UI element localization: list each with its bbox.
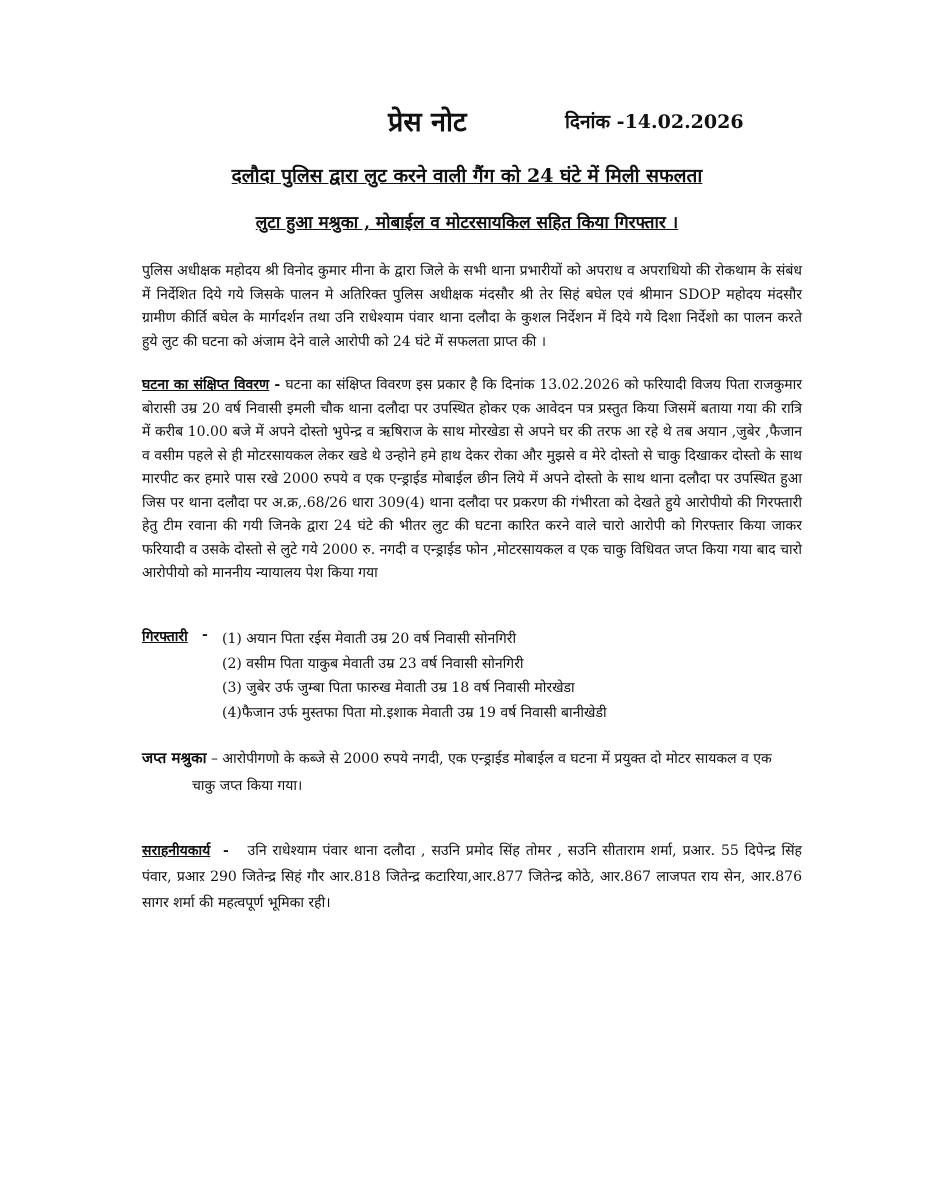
arrests-list	[222, 627, 607, 725]
document-date: दिनांक -14.02.2026	[565, 111, 744, 133]
arrests-dash: -	[202, 627, 208, 643]
incident-separator: -	[269, 377, 286, 393]
headline: दलौदा पुलिस द्वारा लुट करने वाली गैंग को 24 घंटे में मिली सफलता	[231, 165, 703, 187]
arrest-item: (4)फैजान उर्फ मुस्तफा पिता मो.इशाक मेवाती उम्र 19 वर्ष निवासी बानीखेडी	[222, 704, 607, 721]
document-title: प्रेस नोट	[388, 107, 467, 138]
praise-text: उनि राधेश्याम पंवार थाना दलौदा , सउनि प्रमोद सिंह तोमर , सउनि सीताराम शर्मा, प्रआर. 55 दिपेन्द्र सिंह पंवार, प्रआऱ 290 जितेन्द्र सिहं गौर आर.818 जितेन्द्र कटारिया,आर.877 जितेन्द्र कोठे, आर.867 लाजपत राय सेन, आर.876 सागर शर्मा की महत्वपूर्ण भूमिका रही।	[142, 843, 802, 911]
arrests-label: गिरफ्तारी	[142, 629, 188, 645]
arrest-item: (2) वसीम पिता याकुब मेवाती उम्र 23 वर्ष निवासी सोनगिरी	[222, 655, 524, 672]
arrest-item: (1) अयान पिता रईस मेवाती उम्र 20 वर्ष निवासी सोनगिरी	[222, 631, 517, 647]
seizure-text-line1: – आरोपीगणो के कब्जे से 2000 रुपये नगदी, एक एन्ड्राईड मोबाईल व घटना में प्रयुक्त दो मोटर सायकल व एक	[206, 751, 772, 767]
incident-paragraph	[142, 374, 802, 586]
arrest-item: (3) जुबेर उर्फ जुम्बा पिता फारुख मेवाती उम्र 18 वर्ष निवासी मोरखेडा	[222, 680, 575, 696]
seizure-text-line2: चाकु जप्त किया गया।	[192, 778, 303, 794]
praise-label: सराहनीयकार्य	[142, 843, 211, 859]
incident-label: घटना का संक्षिप्त विवरण	[142, 377, 270, 393]
subheadline: लुटा हुआ मश्रुका , मोबाईल व मोटरसायकिल सहित किया गिरफ्तार ।	[255, 213, 679, 233]
praise-separator: -	[210, 843, 242, 859]
document-header	[0, 102, 934, 142]
praise-paragraph	[142, 838, 802, 916]
seizure-label: जप्त मश्रुका	[142, 749, 207, 767]
seizure-section	[142, 745, 802, 800]
incident-text: घटना का संक्षिप्त विवरण इस प्रकार है कि दिनांक 13.02.2026 को फरियादी विजय पिता राजकुमार बोरासी उम्र 20 वर्ष निवासी इमली चौक थाना दलौदा पर उपस्थित होकर एक आवेदन पत्र प्रस्तुत किया जिसमें बताया गया की रात्रि में करीब 10.00 बजे में अपने दोस्तो भुपेन्द्र व ऋषिराज के साथ मोरखेडा से अपने घर की तरफ आ रहे थे तब अयान ,जुबेर ,फैजान व वसीम पहले से ही मोटरसायकल लेकर खडे थे उन्होने हमे हाथ देकर रोका और मुझसे व मेरे दोस्तो से चाकु दिखाकर दोस्तो के साथ मारपीट कर हमारे पास रखे 2000 रुपये व एक एन्ड्राईड मोबाईल छीन लिये में अपने दोस्तो के साथ थाना दलौदा पर उपस्थित हुआ जिस पर थाना दलौदा पर अ.क्र,.68/26 धारा 309(4) थाना दलौदा पर प्रकरण की गंभीरता को देखते हुये आरोपीयो की गिरफ्तारी हेतु टीम रवाना की गयी जिनके द्वारा 24 घंटे की भीतर लुट की घटना कारित करने वाले चारो आरोपी को गिरफ्तार किया जाकर फरियादी व उसके दोस्तो से लुटे गये 2000 रु. नगदी व एन्ड्राईड फोन ,मोटरसायकल व एक चाकु विधिवत जप्त किया गया बाद चारो आरोपीयो को माननीय न्यायालय पेश किया गया	[142, 377, 802, 581]
intro-paragraph: पुलिस अधीक्षक महोदय श्री विनोद कुमार मीना के द्वारा जिले के सभी थाना प्रभारीयों को अपराध व अपराधियो की रोकथाम के संबंध में निर्देशित दिये गये जिसके पालन मे अतिरिक्त पुलिस अधीक्षक मंदसौर श्री तेर सिहं बघेल एवं श्रीमान SDOP महोदय मंदसौर ग्रामीण कीर्ति बघेल के मार्गदर्शन तथा उनि राधेश्याम पंवार थाना दलौदा के कुशल निर्देशन में दिये गये दिशा निर्देशो का पालन करते हुये लुट की घटना को अंजाम देने वाले आरोपी को 24 घंटे में सफलता प्राप्त की ।	[142, 263, 802, 350]
